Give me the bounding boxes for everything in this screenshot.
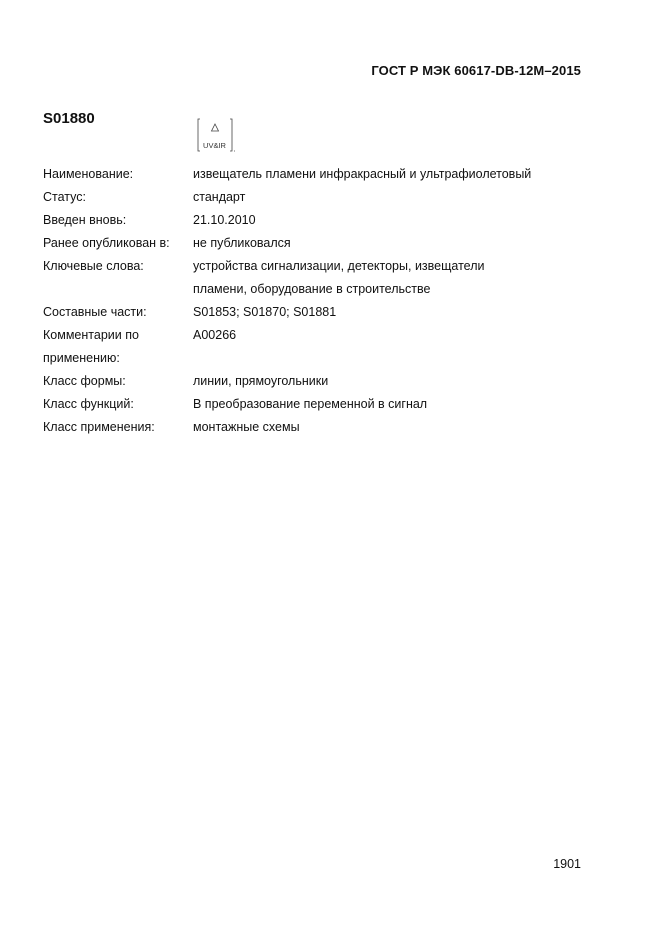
field-label: Комментарии по применению:	[43, 328, 139, 365]
field-label: Статус:	[43, 190, 86, 204]
field-label: Класс функций:	[43, 397, 134, 411]
field-row-keywords	[43, 255, 563, 301]
field-value: извещатель пламени инфракрасный и ультрафиолетовый	[193, 167, 532, 181]
field-row-application-class	[43, 416, 563, 439]
field-row-form-class	[43, 370, 563, 393]
field-value: стандарт	[193, 190, 246, 204]
field-label: Ключевые слова:	[43, 259, 144, 273]
field-row-published	[43, 232, 563, 255]
symbol-label: UV&IR	[203, 141, 226, 150]
field-label: Введен вновь:	[43, 213, 127, 227]
field-list	[43, 163, 563, 439]
field-value: В преобразование переменной в сигнал	[193, 397, 428, 411]
field-value: линии, прямоугольники	[193, 374, 329, 388]
field-value: S01853; S01870; S01881	[193, 305, 337, 319]
entry-code: S01880	[43, 110, 95, 127]
field-row-status	[43, 186, 563, 209]
page-number: 1901	[553, 857, 581, 871]
field-value: A00266	[193, 328, 237, 342]
field-label: Класс применения:	[43, 420, 155, 434]
field-row-introduced	[43, 209, 563, 232]
field-row-function-class	[43, 393, 563, 416]
field-value: монтажные схемы	[193, 420, 300, 434]
document-header: ГОСТ Р МЭК 60617-DB-12M–2015	[371, 63, 581, 78]
field-row-name	[43, 163, 563, 186]
field-value: устройства сигнализации, детекторы, извещатели пламени, оборудование в строительстве	[193, 259, 485, 296]
field-label: Ранее опубликован в:	[43, 236, 170, 250]
field-label: Класс формы:	[43, 374, 126, 388]
field-value: не публиковался	[193, 236, 291, 250]
field-label: Наименование:	[43, 167, 134, 181]
flame-detector-symbol-icon	[196, 117, 236, 153]
field-label: Составные части:	[43, 305, 147, 319]
field-row-comments	[43, 324, 563, 370]
field-value: 21.10.2010	[193, 213, 256, 227]
field-row-parts	[43, 301, 563, 324]
